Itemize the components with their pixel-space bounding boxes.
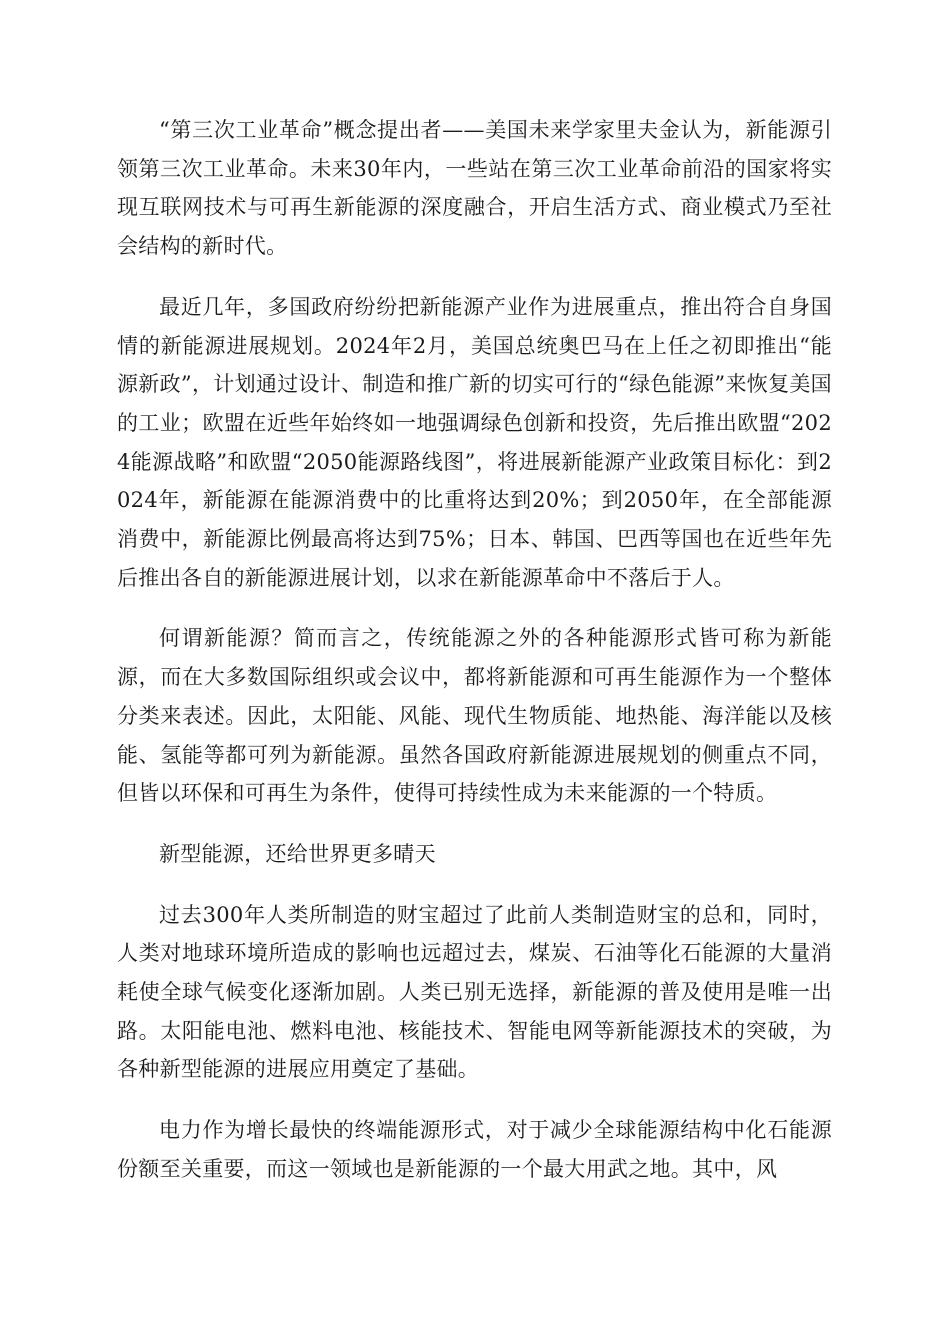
paragraph-history: 过去300年人类所制造的财宝超过了此前人类制造财宝的总和，同时，人类对地球环境所造成的影响也远超过去，煤炭、石油等化石能源的大量消耗使全球气候变化逐渐加剧。人类已别无选择，新能源的普及使用是唯一出路。太阳能电池、燃料电池、核能技术、智能电网等新能源技术的突破，为各种新型能源的进展应用奠定了基础。: [117, 902, 832, 1082]
paragraph-national-plans: 最近几年，多国政府纷纷把新能源产业作为进展重点，推出符合自身国情的新能源进展规划。2024年2月，美国总统奥巴马在上任之初即推出“能源新政”，计划通过设计、制造和推广新的切实可行的“绿色能源”来恢复美国的工业；欧盟在近些年始终如一地强调绿色创新和投资，先后推出欧盟“2024能源战略”和欧盟“2050能源路线图”，将进展新能源产业政策目标化：到2024年，新能源在能源消费中的比重将达到20%；到2050年，在全部能源消费中，新能源比例最高将达到75%；日本、韩国、巴西等国也在近些年先后推出各自的新能源进展计划，以求在新能源革命中不落后于人。: [117, 294, 832, 590]
document-page: [117, 111, 832, 1211]
section-heading: 新型能源，还给世界更多晴天: [159, 841, 436, 866]
paragraph-electricity: 电力作为增长最快的终端能源形式，对于减少全球能源结构中化石能源份额至关重要，而这一领域也是新能源的一个最大用武之地。其中，风: [117, 1118, 832, 1181]
paragraph-third-industrial-revolution: “第三次工业革命”概念提出者——美国未来学家里夫金认为，新能源引领第三次工业革命。未来30年内，一些站在第三次工业革命前沿的国家将实现互联网技术与可再生新能源的深度融合，开启生活方式、商业模式乃至社会结构的新时代。: [117, 118, 832, 259]
paragraph-definition: 何谓新能源？简而言之，传统能源之外的各种能源形式皆可称为新能源，而在大多数国际组织或会议中，都将新能源和可再生能源作为一个整体分类来表述。因此，太阳能、风能、现代生物质能、地热能、海洋能以及核能、氢能等都可列为新能源。虽然各国政府新能源进展规划的侧重点不同，但皆以环保和可再生为条件，使得可持续性成为未来能源的一个特质。: [117, 626, 832, 806]
